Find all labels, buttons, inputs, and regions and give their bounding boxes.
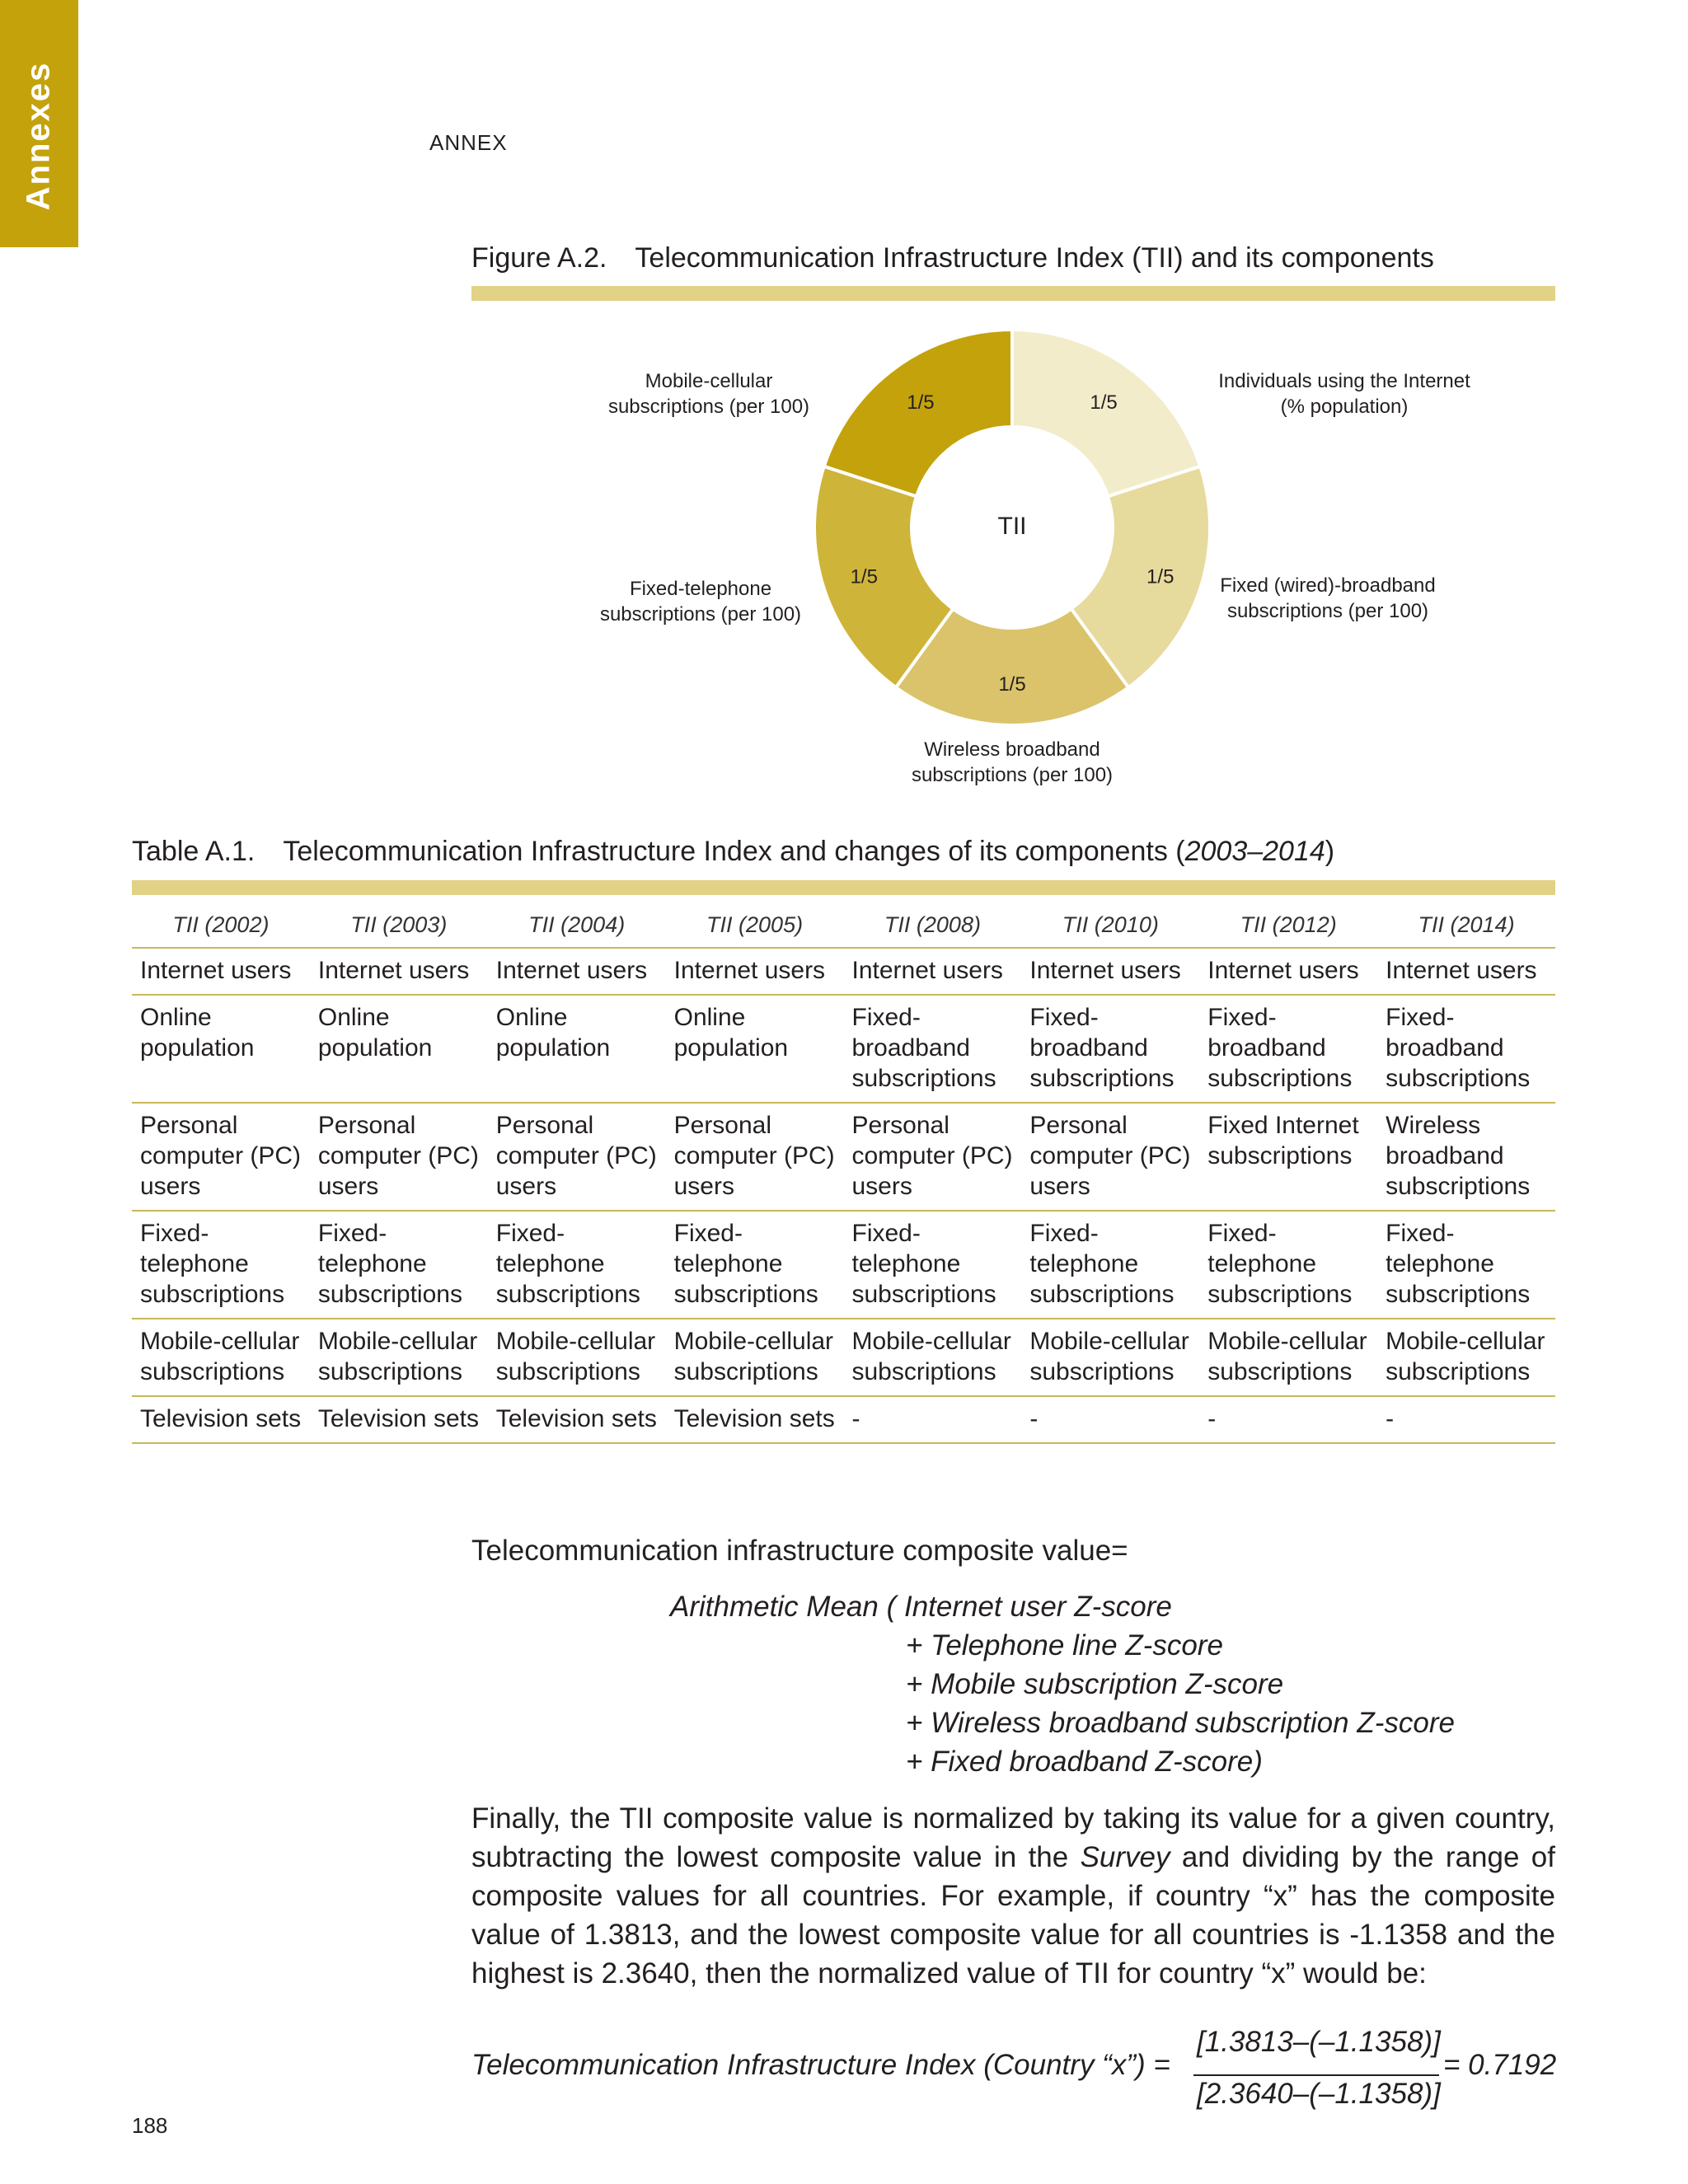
table-header-row [132, 902, 1555, 948]
column-header: TII (2003) [310, 902, 488, 948]
figure-title-text: Telecommunication Infrastructure Index (TII) and its components [635, 242, 1434, 274]
segment-weight-mobile-cellular: 1/5 [907, 391, 935, 415]
table-cell: Internet users [844, 948, 1022, 995]
side-tab-label: Annexes [20, 61, 57, 211]
table-cell: Personal computer (PC) users [1021, 1103, 1199, 1211]
formula-lead: Telecommunication infrastructure composite value= [471, 1535, 1128, 1567]
table-cell: - [844, 1396, 1022, 1443]
table-cell: Online population [488, 995, 666, 1103]
table-cell: Fixed-telephone subscriptions [844, 1211, 1022, 1319]
segment-weight-wireless-broadband: 1/5 [998, 673, 1026, 696]
segment-label-fixed-telephone: Fixed-telephone subscriptions (per 100) [599, 578, 802, 626]
table-cell: Online population [132, 995, 310, 1103]
table-cell: Mobile-cellular subscriptions [1377, 1319, 1555, 1396]
column-header: TII (2012) [1199, 902, 1377, 948]
table-cell: Personal computer (PC) users [666, 1103, 844, 1211]
equation-numerator: [1.3813–(–1.1358)] [1197, 2026, 1441, 2058]
column-header: TII (2004) [488, 902, 666, 948]
formula-line-1: Arithmetic Mean ( Internet user Z-score [670, 1591, 1172, 1623]
formula-line-2: + Telephone line Z-score [906, 1629, 1223, 1661]
table-cell: Fixed-telephone subscriptions [1377, 1211, 1555, 1319]
figure-number: Figure A.2. [471, 242, 607, 274]
table-cell: Fixed-broadband subscriptions [844, 995, 1022, 1103]
table-cell: Internet users [1021, 948, 1199, 995]
table-cell: Fixed-telephone subscriptions [1199, 1211, 1377, 1319]
table-cell: - [1199, 1396, 1377, 1443]
table-row [132, 995, 1555, 1103]
column-header: TII (2014) [1377, 902, 1555, 948]
table-cell: Wireless broadband subscriptions [1377, 1103, 1555, 1211]
table-cell: Online population [666, 995, 844, 1103]
table-row [132, 1396, 1555, 1443]
table-cell: Personal computer (PC) users [488, 1103, 666, 1211]
table-row [132, 1211, 1555, 1319]
segment-weight-fixed-telephone: 1/5 [850, 565, 878, 588]
table-cell: Fixed-broadband subscriptions [1199, 995, 1377, 1103]
table-cell: Fixed-telephone subscriptions [488, 1211, 666, 1319]
column-header: TII (2002) [132, 902, 310, 948]
segment-label-fixed-broadband: Fixed (wired)-broadband subscriptions (per 100) [1220, 574, 1436, 622]
table-title: Table A.1. Telecommunication Infrastructure Index and changes of its components (2003–2014) [132, 836, 1335, 867]
table-cell: Mobile-cellular subscriptions [132, 1319, 310, 1396]
table-cell: Fixed-broadband subscriptions [1377, 995, 1555, 1103]
table-cell: - [1377, 1396, 1555, 1443]
table-cell: Internet users [1377, 948, 1555, 995]
table-row [132, 1319, 1555, 1396]
normalization-paragraph: Finally, the TII composite value is normalized by taking its value for a given country, subtracting the lowest composite value in the Survey and dividing by the range of composite values for all countries. For example, if country “x” has the composite value of 1.3813, and the lowest composite value for all countries is -1.1358 and the highest is 2.3640, then the normalized value of TII for country “x” would be: [471, 1802, 1555, 1990]
table-cell: Mobile-cellular subscriptions [844, 1319, 1022, 1396]
tii-components-table [132, 902, 1555, 1444]
table-cell: Online population [310, 995, 488, 1103]
table-cell: Fixed-telephone subscriptions [310, 1211, 488, 1319]
segment-label-mobile-cellular: Mobile-cellular subscriptions (per 100) [607, 370, 810, 418]
table-cell: Personal computer (PC) users [310, 1103, 488, 1211]
column-header: TII (2010) [1021, 902, 1199, 948]
formula-line-4: + Wireless broadband subscription Z-score [906, 1707, 1455, 1739]
table-cell: - [1021, 1396, 1199, 1443]
table-cell: Internet users [666, 948, 844, 995]
donut-center-label: TII [997, 513, 1027, 540]
table-cell: Internet users [132, 948, 310, 995]
table-row [132, 1103, 1555, 1211]
formula-line-5: + Fixed broadband Z-score) [906, 1746, 1263, 1778]
equation-result: = 0.7192 [1443, 2049, 1557, 2081]
segment-label-internet: Individuals using the Internet (% population) [1218, 370, 1470, 418]
table-cell: Fixed-broadband subscriptions [1021, 995, 1199, 1103]
equation-lhs: Telecommunication Infrastructure Index (Country “x”) = [471, 2049, 1170, 2081]
table-cell: Internet users [488, 948, 666, 995]
column-header: TII (2005) [666, 902, 844, 948]
table-cell: Mobile-cellular subscriptions [1021, 1319, 1199, 1396]
table-cell: Mobile-cellular subscriptions [310, 1319, 488, 1396]
table-cell: Personal computer (PC) users [132, 1103, 310, 1211]
table-cell: Television sets [666, 1396, 844, 1443]
equation-fraction-bar [1193, 2074, 1439, 2076]
table-title-rule [132, 880, 1555, 895]
table-cell: Fixed-telephone subscriptions [1021, 1211, 1199, 1319]
segment-weight-internet: 1/5 [1090, 391, 1118, 415]
table-row [132, 948, 1555, 995]
table-cell: Personal computer (PC) users [844, 1103, 1022, 1211]
table-number: Table A.1. [132, 836, 256, 867]
segment-label-wireless-broadband: Wireless broadband subscriptions (per 100) [911, 738, 1114, 786]
table-cell: Fixed Internet subscriptions [1199, 1103, 1377, 1211]
table-cell: Mobile-cellular subscriptions [1199, 1319, 1377, 1396]
table-cell: Fixed-telephone subscriptions [666, 1211, 844, 1319]
column-header: TII (2008) [844, 902, 1022, 948]
table-title-text: Telecommunication Infrastructure Index and changes of its components ( [283, 836, 1185, 867]
table-cell: Mobile-cellular subscriptions [666, 1319, 844, 1396]
table-cell: Television sets [310, 1396, 488, 1443]
page-number: 188 [132, 2113, 168, 2138]
table-cell: Television sets [488, 1396, 666, 1443]
table-cell: Internet users [1199, 948, 1377, 995]
survey-emphasis: Survey [1080, 1841, 1170, 1873]
table-cell: Fixed-telephone subscriptions [132, 1211, 310, 1319]
segment-weight-fixed-broadband: 1/5 [1146, 565, 1175, 588]
running-head: ANNEX [429, 130, 508, 155]
formula-line-3: + Mobile subscription Z-score [906, 1668, 1284, 1700]
table-cell: Television sets [132, 1396, 310, 1443]
equation-denominator: [2.3640–(–1.1358)] [1197, 2078, 1441, 2110]
table-cell: Internet users [310, 948, 488, 995]
table-title-period: 2003–2014 [1184, 836, 1325, 867]
table-cell: Mobile-cellular subscriptions [488, 1319, 666, 1396]
